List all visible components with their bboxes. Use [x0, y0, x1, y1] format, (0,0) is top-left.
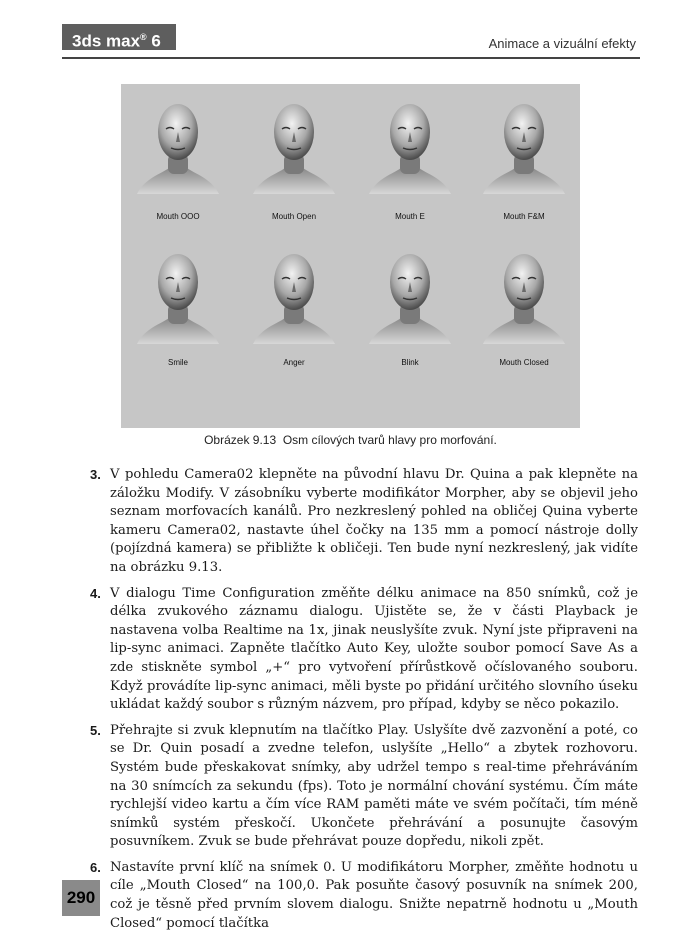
head-render-icon: [481, 94, 567, 198]
step-number: 4.: [90, 585, 101, 601]
head-render-icon: [135, 244, 221, 348]
steps-list: [92, 466, 638, 940]
step-text: Přehrajte si zvuk klepnutím na tlačítko Play. Uslyšíte dvě zazvonění a poté, co se Dr. Quin posadí a zvedne telefon, uslyšíte „Hello“ a zbytek rozhovoru. Systém bude přeskakovat snímky, aby udržel tempo s real-time přehráváním na 30 snímcích za sekundu (fps). Toto je normální chování systému. Čím máte rychlejší video kartu a čím více RAM paměti máte ve svém počítači, tím méně snímků systém přeskočí. Ukončete přehrávání a posunujte časovým posuvníkem. Zvuk se bude přehrávat pouze dopředu, nikoli zpět.: [110, 722, 638, 850]
step-text: V pohledu Camera02 klepněte na původní hlavu Dr. Quina a pak klepněte na záložku Modify. V zásobníku vyberte modifikátor Morpher, aby se objevil jeho seznam morfovacích kanálů. Pro nezkreslený pohled na obličej Quina vyberte kameru Camera02, nastavte úhel čočky na 135 mm a pomocí nástroje dolly (pojízdná kamera) se přibližte k obličeji. Ten bude nyní nezkreslený, jak vidíte na obrázku 9.13.: [110, 467, 638, 575]
face-thumbnail: [237, 244, 351, 384]
step-number: 5.: [90, 722, 101, 738]
chapter-title: Animace a vizuální efekty: [488, 36, 636, 51]
list-item: [92, 585, 638, 715]
header-rule: [62, 57, 640, 59]
list-item: [92, 859, 638, 933]
head-render-icon: [251, 94, 337, 198]
list-item: [92, 466, 638, 578]
page-header: [0, 0, 700, 60]
head-render-icon: [251, 244, 337, 348]
face-thumbnail: [121, 244, 235, 384]
face-thumbnail: [121, 94, 235, 234]
face-label: Anger: [283, 358, 305, 367]
book-brand: 3ds max® 6: [62, 24, 176, 50]
face-thumbnail: [467, 94, 581, 234]
face-label: Mouth OOO: [156, 212, 200, 221]
step-text: Nastavíte první klíč na snímek 0. U modifikátoru Morpher, změňte hodnotu u cíle „Mouth Closed“ na 100,0. Pak posuňte časový posuvník na snímek 200, což je těsně před prvním slovem dialogu. Snižte nepatrně hodnotu u „Mouth Closed“ pomocí tlačítka: [110, 859, 638, 931]
step-number: 6.: [90, 859, 101, 875]
head-render-icon: [481, 244, 567, 348]
face-thumbnail: [353, 244, 467, 384]
head-render-icon: [135, 94, 221, 198]
face-label: Mouth F&M: [503, 212, 545, 221]
face-label: Mouth E: [395, 212, 425, 221]
figure-caption: [121, 433, 580, 447]
list-item: [92, 722, 638, 852]
face-thumbnail: [237, 94, 351, 234]
step-text: V dialogu Time Configuration změňte délku animace na 850 snímků, což je délka zvukového záznamu dialogu. Ujistěte se, že v části Playback je nastavena volba Realtime na 1x, jinak neuslyšíte zvuk. Nyní jste připraveni na lip-sync animaci. Zapněte tlačítko Auto Key, uložte soubor pomocí Save As a zde stiskněte symbol „+“ pro vytvoření přírůstkově očíslovaného souboru. Když provádíte lip-sync animaci, měli byste po přidání určitého slovního úseku ukládat každý soubor s různým názvem, pro případ, kdyby se něco pokazilo.: [110, 585, 638, 713]
caption-label: Obrázek 9.13: [204, 433, 277, 447]
face-label: Mouth Open: [271, 212, 317, 221]
face-thumbnail: [353, 94, 467, 234]
head-render-icon: [367, 244, 453, 348]
face-thumbnail: [467, 244, 581, 384]
figure-morph-targets: [121, 84, 580, 428]
head-render-icon: [367, 94, 453, 198]
face-label: Smile: [167, 358, 188, 367]
face-label: Mouth Closed: [499, 358, 549, 367]
face-label: Blink: [401, 358, 419, 367]
page-number: 290: [62, 880, 100, 916]
step-number: 3.: [90, 467, 101, 482]
caption-text: Osm cílových tvarů hlavy pro morfování.: [282, 433, 497, 447]
